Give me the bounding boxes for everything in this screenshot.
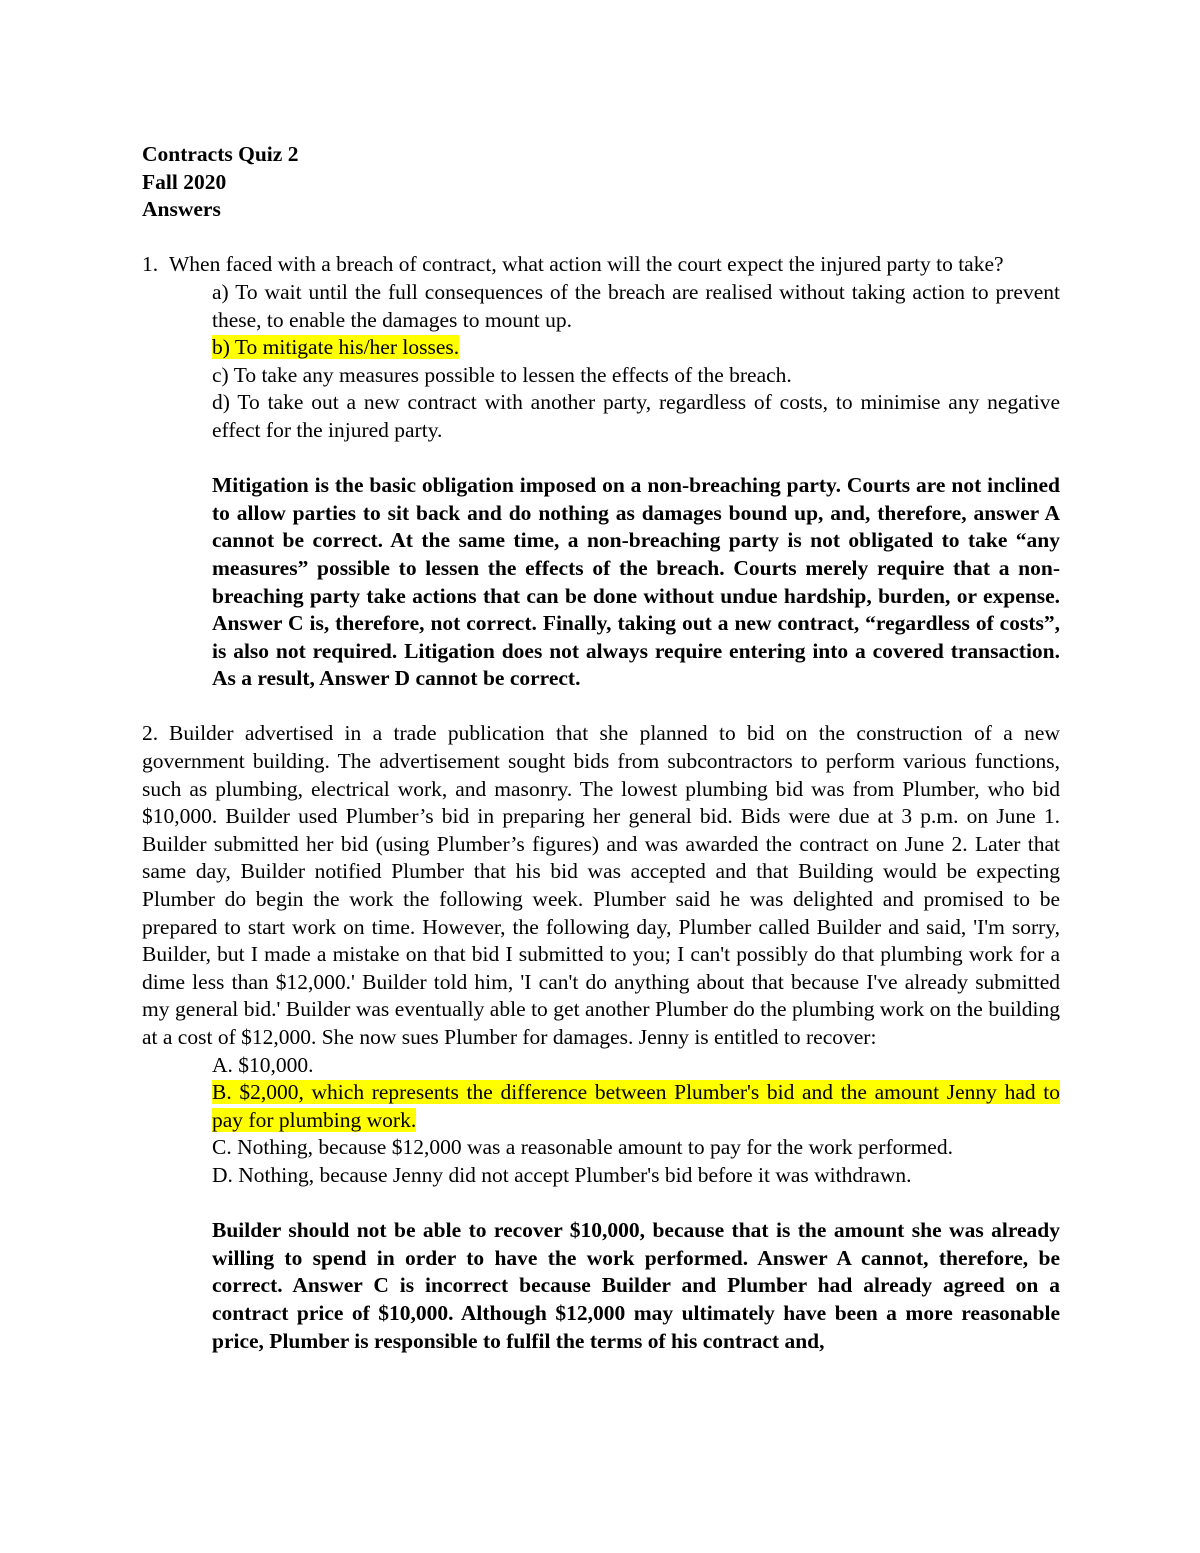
correct-answer-highlight: B. $2,000, which represents the difference between Plumber's bid and the amount Jenny had to pay for plumbing work. <box>212 1080 1060 1132</box>
question-2-option-d: D. Nothing, because Jenny did not accept Plumber's bid before it was withdrawn. <box>212 1162 912 1187</box>
question-1-option-b <box>212 334 1060 362</box>
question-1-stem <box>142 251 1060 279</box>
question-2 <box>142 720 1060 1355</box>
document-subtitle: Answers <box>142 197 221 222</box>
question-2-option-b <box>212 1079 1060 1134</box>
document-page <box>142 141 1060 1377</box>
question-1 <box>142 251 1060 693</box>
document-term: Fall 2020 <box>142 169 227 194</box>
question-1-option-a: a) To wait until the full consequences of the breach are realised without taking action to prevent these, to enable the damages to mount up. <box>212 279 1060 332</box>
question-2-option-a: A. $10,000. <box>212 1052 314 1077</box>
question-2-stem <box>142 720 1060 1051</box>
question-2-explanation: Builder should not be able to recover $10,000, because that is the amount she was already willing to spend in order to have the work performed. Answer A cannot, therefore, be correct. Answer C is incorrect because Builder and Plumber had already agreed on a contract price of $10,000. Although $12,000 may ultimately have been a more reasonable price, Plumber is responsible to fulfil the terms of his contract and, <box>212 1218 1060 1353</box>
question-2-options <box>212 1052 1060 1190</box>
question-2-text: Builder advertised in a trade publication that she planned to bid on the construction of a new government building. The advertisement sought bids from subcontractors to perform various functions, such as plumbing, electrical work, and masonry. The lowest plumbing bid was from Plumber, who bid $10,000. Builder used Plumber’s bid in preparing her general bid. Bids were due at 3 p.m. on June 1. Builder submitted her bid (using Plumber’s figures) and was awarded the contract on June 2. Later that same day, Builder notified Plumber that his bid was accepted and that Building would be expecting Plumber do begin the work the following week. Plumber said he was delighted and promised to be prepared to start work on time. However, the following day, Plumber called Builder and said, 'I'm sorry, Builder, but I made a mistake on that bid I submitted to you; I can't possibly do that plumbing work for a dime less than $12,000.' Builder told him, 'I can't do anything about that because I've already submitted my general bid.' Builder was eventually able to get another Plumber do the plumbing work on the building at a cost of $12,000. She now sues Plumber for damages. Jenny is entitled to recover: <box>142 721 1060 1049</box>
question-1-text: When faced with a breach of contract, what action will the court expect the injured party to take? <box>169 252 1004 277</box>
question-2-number: 2. <box>142 721 159 746</box>
question-1-option-d: d) To take out a new contract with another party, regardless of costs, to minimise any negative effect for the injured party. <box>212 390 1060 442</box>
question-1-options <box>212 279 1060 445</box>
question-1-option-c: c) To take any measures possible to lessen the effects of the breach. <box>212 362 792 387</box>
document-title: Contracts Quiz 2 <box>142 142 299 166</box>
question-2-option-c: C. Nothing, because $12,000 was a reasonable amount to pay for the work performed. <box>212 1135 953 1160</box>
correct-answer-highlight: b) To mitigate his/her losses. <box>212 335 460 360</box>
question-1-number: 1. <box>142 252 159 277</box>
question-1-explanation: Mitigation is the basic obligation imposed on a non-breaching party. Courts are not inclined to allow parties to sit back and do nothing as damages bound up, and, therefore, answer A cannot be correct. At the same time, a non-breaching party is not obligated to take “any measures” possible to lessen the effects of the breach. Courts merely require that a non-breaching party take actions that can be done without undue hardship, burden, or expense. Answer C is, therefore, not correct. Finally, taking out a new contract, “regardless of costs”, is also not required. Litigation does not always require entering into a covered transaction. As a result, Answer D cannot be correct. <box>212 473 1060 691</box>
